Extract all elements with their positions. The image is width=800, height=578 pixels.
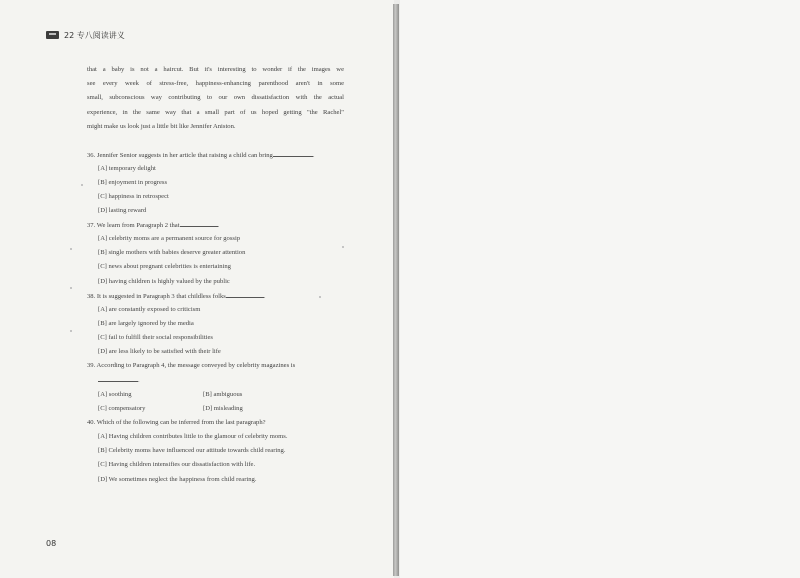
option: [A] celebrity moms are a permanent source for gossip <box>98 235 241 242</box>
question-36: 36. Jennifer Senior suggests in her article that raising a child can bring . <box>87 152 315 159</box>
question-stem: 39. According to Paragraph 4, the message conveyed by celebrity magazines is <box>87 362 296 369</box>
passage-line: small, subconscious way contributing to our own dissatisfaction with the actual <box>87 94 344 102</box>
option: [A] Having children contributes little to the glamour of celebrity moms. <box>98 433 288 440</box>
option: [A] temporary delight <box>98 165 156 172</box>
option: [D] misleading <box>203 405 243 412</box>
question-stem: 38. It is suggested in Paragraph 3 that childless folks <box>87 293 226 300</box>
question-stem: 37. We learn from Paragraph 2 that <box>87 222 180 229</box>
answer-blank-line: . <box>98 375 140 386</box>
book-badge-icon <box>46 31 59 39</box>
page-header <box>46 29 125 41</box>
passage-line: that a baby is not a haircut. But it's interesting to wonder if the images we <box>87 66 344 73</box>
option: [B] are largely ignored by the media <box>98 320 194 327</box>
question-38: 38. It is suggested in Paragraph 3 that childless folks . <box>87 293 266 300</box>
scan-speck <box>342 246 344 248</box>
page-number: 08 <box>46 539 57 548</box>
option: [C] news about pregnant celebrities is entertaining <box>98 263 231 270</box>
question-40 <box>87 418 266 428</box>
passage-line: see every week of stress-free, happiness-enhancing parenthood aren't in some <box>87 80 344 88</box>
left-page <box>0 0 394 578</box>
scan-speck <box>319 296 321 298</box>
passage <box>87 63 344 134</box>
option: [A] are constantly exposed to criticism <box>98 306 201 313</box>
question-37: 37. We learn from Paragraph 2 that . <box>87 222 220 229</box>
question-stem: 40. Which of the following can be inferred from the last paragraph? <box>87 419 266 426</box>
option: [D] lasting reward <box>98 207 147 214</box>
option: [B] Celebrity moms have influenced our attitude towards child rearing. <box>98 447 286 454</box>
answer-blank <box>180 220 218 227</box>
option: [D] are less likely to be satisfied with their life <box>98 348 221 355</box>
option: [C] compensatory <box>98 405 146 412</box>
option: [D] We sometimes neglect the happiness from child rearing. <box>98 476 257 483</box>
book-spine <box>393 4 399 576</box>
answer-blank <box>273 150 313 157</box>
passage-line: might make us look just a little bit like Jennifer Aniston. <box>87 122 236 130</box>
option: [C] happiness in retrospect <box>98 193 169 200</box>
option: [D] having children is highly valued by the public <box>98 278 230 285</box>
option: [C] fail to fulfill their social responsibilities <box>98 334 214 341</box>
scan-speck <box>81 184 83 186</box>
question-39 <box>87 361 295 371</box>
option: [B] ambiguous <box>203 391 243 398</box>
passage-line: experience, in the same way that a small part of us hoped getting "the Rachel" <box>87 108 344 116</box>
option: [B] enjoyment in progress <box>98 179 168 186</box>
scan-speck <box>70 248 72 250</box>
option: [A] soothing <box>98 391 132 398</box>
option: [B] single mothers with babies deserve greater attention <box>98 249 246 256</box>
question-stem: 36. Jennifer Senior suggests in her article that raising a child can bring <box>87 152 273 159</box>
option: [C] Having children intensifies our dissatisfaction with life. <box>98 461 256 468</box>
scan-speck <box>70 287 72 289</box>
header-title: 22 专八阅读讲义 <box>64 30 125 40</box>
answer-blank <box>226 291 264 298</box>
scan-speck <box>70 330 72 332</box>
answer-blank <box>98 375 138 382</box>
right-page <box>400 0 800 578</box>
